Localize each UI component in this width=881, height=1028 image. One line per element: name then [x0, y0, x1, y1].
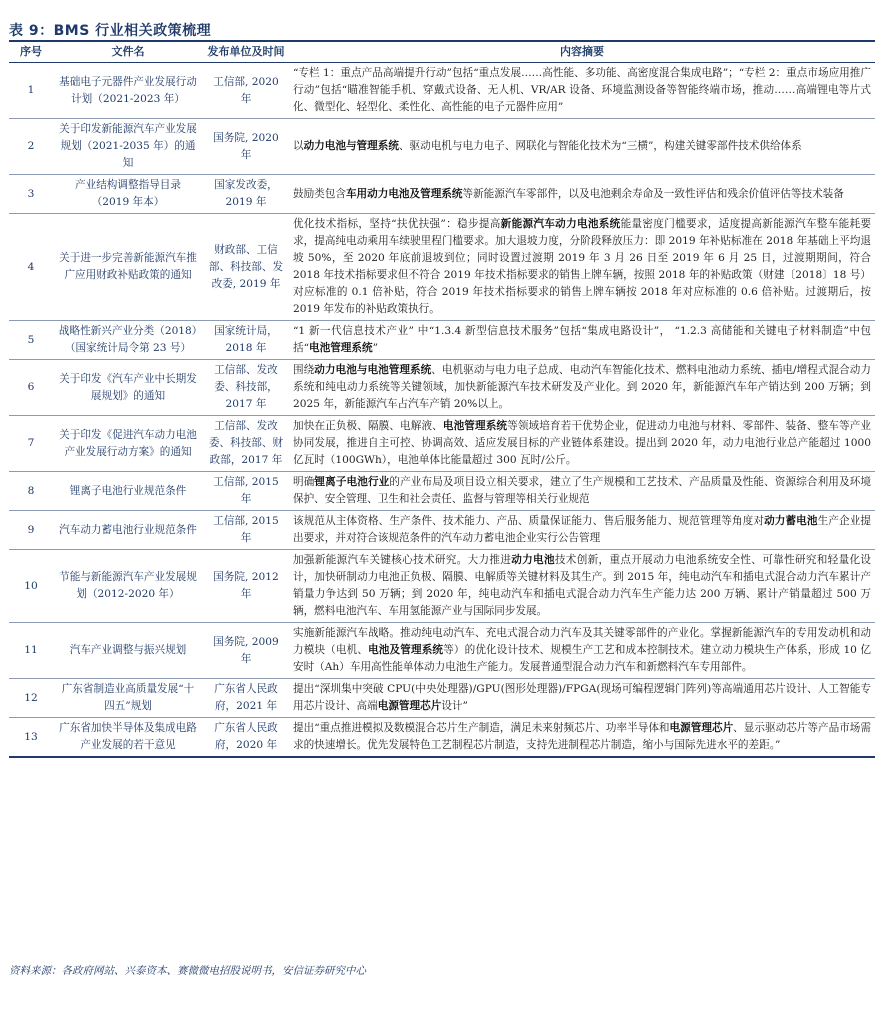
table-row	[9, 472, 875, 511]
table-row	[9, 718, 875, 758]
document-name: 节能与新能源汽车产业发展规划（2012-2020 年）	[53, 550, 203, 623]
summary-text: 等新能源汽车零部件，以及电池剩余寿命及一致性评估和残余价值评估等技术装备	[462, 187, 844, 200]
row-number: 7	[9, 416, 53, 472]
highlighted-keyword: 动力电池与电池管理系统	[314, 364, 432, 376]
publisher-and-date: 工信部, 2015 年	[203, 472, 289, 511]
summary-text: “专栏 1：重点产品高端提升行动”包括“重点发展……高性能、多功能、高密度混合集成电路”；“专栏 2：重点市场应用推广行动”包括“瞄准智能手机、穿戴式设备、无人机、VR/AR 设备、环境监测设备等智能终端市场，推动……高端锂电等片式化、微型化、轻型化、柔性化、高性能的电子元器件应用”	[293, 67, 871, 113]
table-row	[9, 550, 875, 623]
row-number: 6	[9, 360, 53, 416]
summary-text: 等）的优化设计技术、规模生产工艺和成本控制技术。建立动力模块生产体系，形成 10 亿安时（Ah）车用高性能单体动力电池生产能力。发展普通型混合动力汽车和新燃料汽车专用部件。	[293, 644, 872, 673]
publisher-and-date: 国务院, 2012 年	[203, 550, 289, 623]
publisher-and-date: 广东省人民政府，2020 年	[203, 718, 289, 758]
summary-text: 等领域培育若干优势企业，促进动力电池与材料、零部件、装备、整车等产业协同发展，推进自主可控、协调高效、适应发展目标的产业链体系建设。提出到 2020 年，动力电池行业总产能超过 1000 亿瓦时（100GWh），电池单体比能量超过 300 瓦时/公斤。	[293, 420, 872, 466]
header-name: 文件名	[53, 42, 203, 63]
highlighted-keyword: 动力电池与管理系统	[303, 140, 399, 152]
policy-table	[9, 42, 875, 758]
summary-text: ”	[372, 342, 378, 354]
summary-text: 加快在正负极、隔膜、电解液、	[293, 420, 443, 432]
row-number: 13	[9, 718, 53, 758]
table-row	[9, 63, 875, 119]
summary-text: 优化技术指标，坚持“扶优扶强”：稳步提高	[293, 218, 501, 230]
document-name: 关于印发《促进汽车动力电池产业发展行动方案》的通知	[53, 416, 203, 472]
table-row	[9, 623, 875, 679]
content-summary	[289, 623, 875, 679]
summary-text: 技术创新，重点开展动力电池系统安全性、可靠性研究和轻量化设计，加快研制动力电池正负极、隔膜、电解质等关键材料及其生产。到 2015 年，纯电动汽车和插电式混合动力汽车累计产销量力争达到 50 万辆；到 2020 年，纯电动汽车和插电式混合动力汽车生产能力达 200 万辆、累计产销量超过 500 万辆，燃料电池汽车、车用氢能源产业与国际同步发展。	[293, 554, 872, 617]
content-summary	[289, 321, 875, 360]
document-name: 产业结构调整指导目录（2019 年本）	[53, 175, 203, 214]
table-row	[9, 119, 875, 175]
table-row	[9, 511, 875, 550]
summary-text: 、显示驱动芯片等产品市场需求的快速增长。优先发展特色工艺制程芯片制造，支持先进制程芯片制造，缩小与国际先进水平的差距。”	[293, 722, 872, 751]
summary-text: 提出“重点推进模拟及数模混合芯片生产制造，满足未来射频芯片、功率半导体和	[293, 722, 670, 734]
publisher-and-date: 工信部, 2020 年	[203, 63, 289, 119]
table-row	[9, 214, 875, 321]
highlighted-keyword: 动力电池	[511, 554, 555, 566]
content-summary	[289, 63, 875, 119]
content-summary	[289, 214, 875, 321]
document-name: 广东省加快半导体及集成电路产业发展的若干意见	[53, 718, 203, 758]
table-row	[9, 416, 875, 472]
summary-text: 提出“深圳集中突破 CPU(中央处理器)/GPU(图形处理器)/FPGA(现场可编程逻辑门阵列)等高端通用芯片设计、人工智能专用芯片设计、高端	[293, 683, 871, 712]
highlighted-keyword: 电池管理系统	[442, 420, 508, 432]
summary-text: 能量密度门槛要求，适度提高新能源汽车整车能耗要求，提高纯电动乘用车续驶里程门槛要求。加大退坡力度，分阶段释放压力：即 2019 年补贴标准在 2018 年基础上平均退坡 50%，至 2020 年底前退坡到位；同时设置过渡期 2019 年 3 月 26 日至 2019 年 6 月 25 日，过渡期期间，符合 2018 年技术指标要求但不符合 2019 年技术指标要求的销售上牌车辆，按照 2018 年的补贴政策（财建〔2018〕18 号）对应标准的 0.1 倍补贴，符合 2019 年技术指标要求的销售上牌车辆按 2018 年对应标准的 0.6 倍补贴。过渡期后，按 2019 年发布的补贴政策执行。	[293, 218, 872, 315]
publisher-and-date: 国家发改委，2019 年	[203, 175, 289, 214]
table-row	[9, 360, 875, 416]
highlighted-keyword: 电池及管理系统	[368, 644, 444, 656]
summary-text: 围绕	[293, 364, 315, 376]
summary-text: 鼓励类包含	[293, 187, 346, 200]
row-number: 5	[9, 321, 53, 360]
highlighted-keyword: 动力蓄电池	[764, 515, 818, 527]
content-summary	[289, 550, 875, 623]
row-number: 11	[9, 623, 53, 679]
document-name: 广东省制造业高质量发展“十四五”规划	[53, 679, 203, 718]
header-num: 序号	[9, 42, 53, 63]
summary-text: 以	[293, 140, 304, 152]
summary-text: 实施新能源汽车战略。推动纯电动汽车、充电式混合动力汽车及其关键零部件的产业化。掌握新能源汽车的专用发动机和动力模块（电机、	[293, 627, 871, 656]
publisher-and-date: 国家统计局， 2018 年	[203, 321, 289, 360]
highlighted-keyword: 电源管理芯片	[669, 722, 734, 734]
content-summary	[289, 472, 875, 511]
header-content: 内容摘要	[289, 42, 875, 63]
row-number: 3	[9, 175, 53, 214]
summary-text: 该规范从主体资格、生产条件、技术能力、产品、质量保证能力、售后服务能力、规范管理等角度对	[293, 515, 765, 527]
summary-text: 、驱动电机与电力电子、网联化与智能化技术为“三横”，构建关键零部件技术供给体系	[398, 140, 802, 152]
summary-text: 、电机驱动与电力电子总成、电动汽车智能化技术、燃料电池动力系统、插电/增程式混合动力系统和纯电动力系统等关键领域，加快新能源汽车技术研发及产业化。到 2020 年，新能源汽车年产销达到 200 万辆；到 2025 年，新能源汽车占汽车产销 20%以上。	[293, 364, 871, 410]
content-summary	[289, 679, 875, 718]
content-summary	[289, 360, 875, 416]
row-number: 2	[9, 119, 53, 175]
row-number: 1	[9, 63, 53, 119]
publisher-and-date: 广东省人民政府，2021 年	[203, 679, 289, 718]
publisher-and-date: 工信部、发改委、科技部，2017 年	[203, 360, 289, 416]
row-number: 10	[9, 550, 53, 623]
table-row	[9, 679, 875, 718]
document-name: 锂离子电池行业规范条件	[53, 472, 203, 511]
document-name: 汽车动力蓄电池行业规范条件	[53, 511, 203, 550]
summary-text: 设计”	[441, 700, 468, 712]
row-number: 8	[9, 472, 53, 511]
publisher-and-date: 财政部、工信部、科技部、发改委, 2019 年	[203, 214, 289, 321]
table-body	[9, 63, 875, 758]
table-title: 表 9：BMS 行业相关政策梳理	[9, 23, 212, 39]
table-header-row	[9, 42, 875, 63]
content-summary	[289, 119, 875, 175]
publisher-and-date: 工信部, 2015 年	[203, 511, 289, 550]
document-name: 关于印发新能源汽车产业发展规划（2021-2035 年）的通知	[53, 119, 203, 175]
highlighted-keyword: 新能源汽车动力电池系统	[500, 218, 621, 230]
row-number: 9	[9, 511, 53, 550]
document-name: 关于进一步完善新能源汽车推广应用财政补贴政策的通知	[53, 214, 203, 321]
publisher-and-date: 国务院, 2020 年	[203, 119, 289, 175]
header-publisher: 发布单位及时间	[203, 42, 289, 63]
publisher-and-date: 国务院, 2009 年	[203, 623, 289, 679]
content-summary	[289, 175, 875, 214]
highlighted-keyword: 电池管理系统	[309, 342, 373, 354]
document-name: 战略性新兴产业分类（2018）（国家统计局令第 23 号）	[53, 321, 203, 360]
table-row	[9, 175, 875, 214]
summary-text: 的产业布局及项目设立相关要求，建立了生产规模和工艺技术、产品质量及性能、资源综合利用及环境保护、安全管理、卫生和社会责任、监督与管理等相关行业规范	[293, 476, 872, 505]
highlighted-keyword: 车用动力电池及管理系统	[345, 187, 463, 200]
publisher-and-date: 工信部、发改委、科技部、财政部，2017 年	[203, 416, 289, 472]
summary-text: “1 新一代信息技术产业” 中“1.3.4 新型信息技术服务”包括“集成电路设计”， “1.2.3 高储能和关键电子材料制造”中包括“	[293, 325, 871, 354]
content-summary	[289, 511, 875, 550]
document-name: 基础电子元器件产业发展行动计划（2021-2023 年）	[53, 63, 203, 119]
source-note: 资料来源：各政府网站、兴泰资本、赛微微电招股说明书，安信证券研究中心	[9, 965, 366, 977]
highlighted-keyword: 电源管理芯片	[377, 700, 442, 712]
table-row	[9, 321, 875, 360]
content-summary	[289, 416, 875, 472]
summary-text: 生产企业提出要求，并对符合该规范条件的汽车动力蓄电池企业实行公告管理	[293, 515, 872, 544]
document-name: 汽车产业调整与振兴规划	[53, 623, 203, 679]
row-number: 12	[9, 679, 53, 718]
summary-text: 加强新能源汽车关键核心技术研究。大力推进	[293, 554, 512, 566]
content-summary	[289, 718, 875, 758]
document-name: 关于印发《汽车产业中长期发展规划》的通知	[53, 360, 203, 416]
row-number: 4	[9, 214, 53, 321]
summary-text: 明确	[293, 476, 315, 488]
highlighted-keyword: 锂离子电池行业	[314, 476, 390, 488]
